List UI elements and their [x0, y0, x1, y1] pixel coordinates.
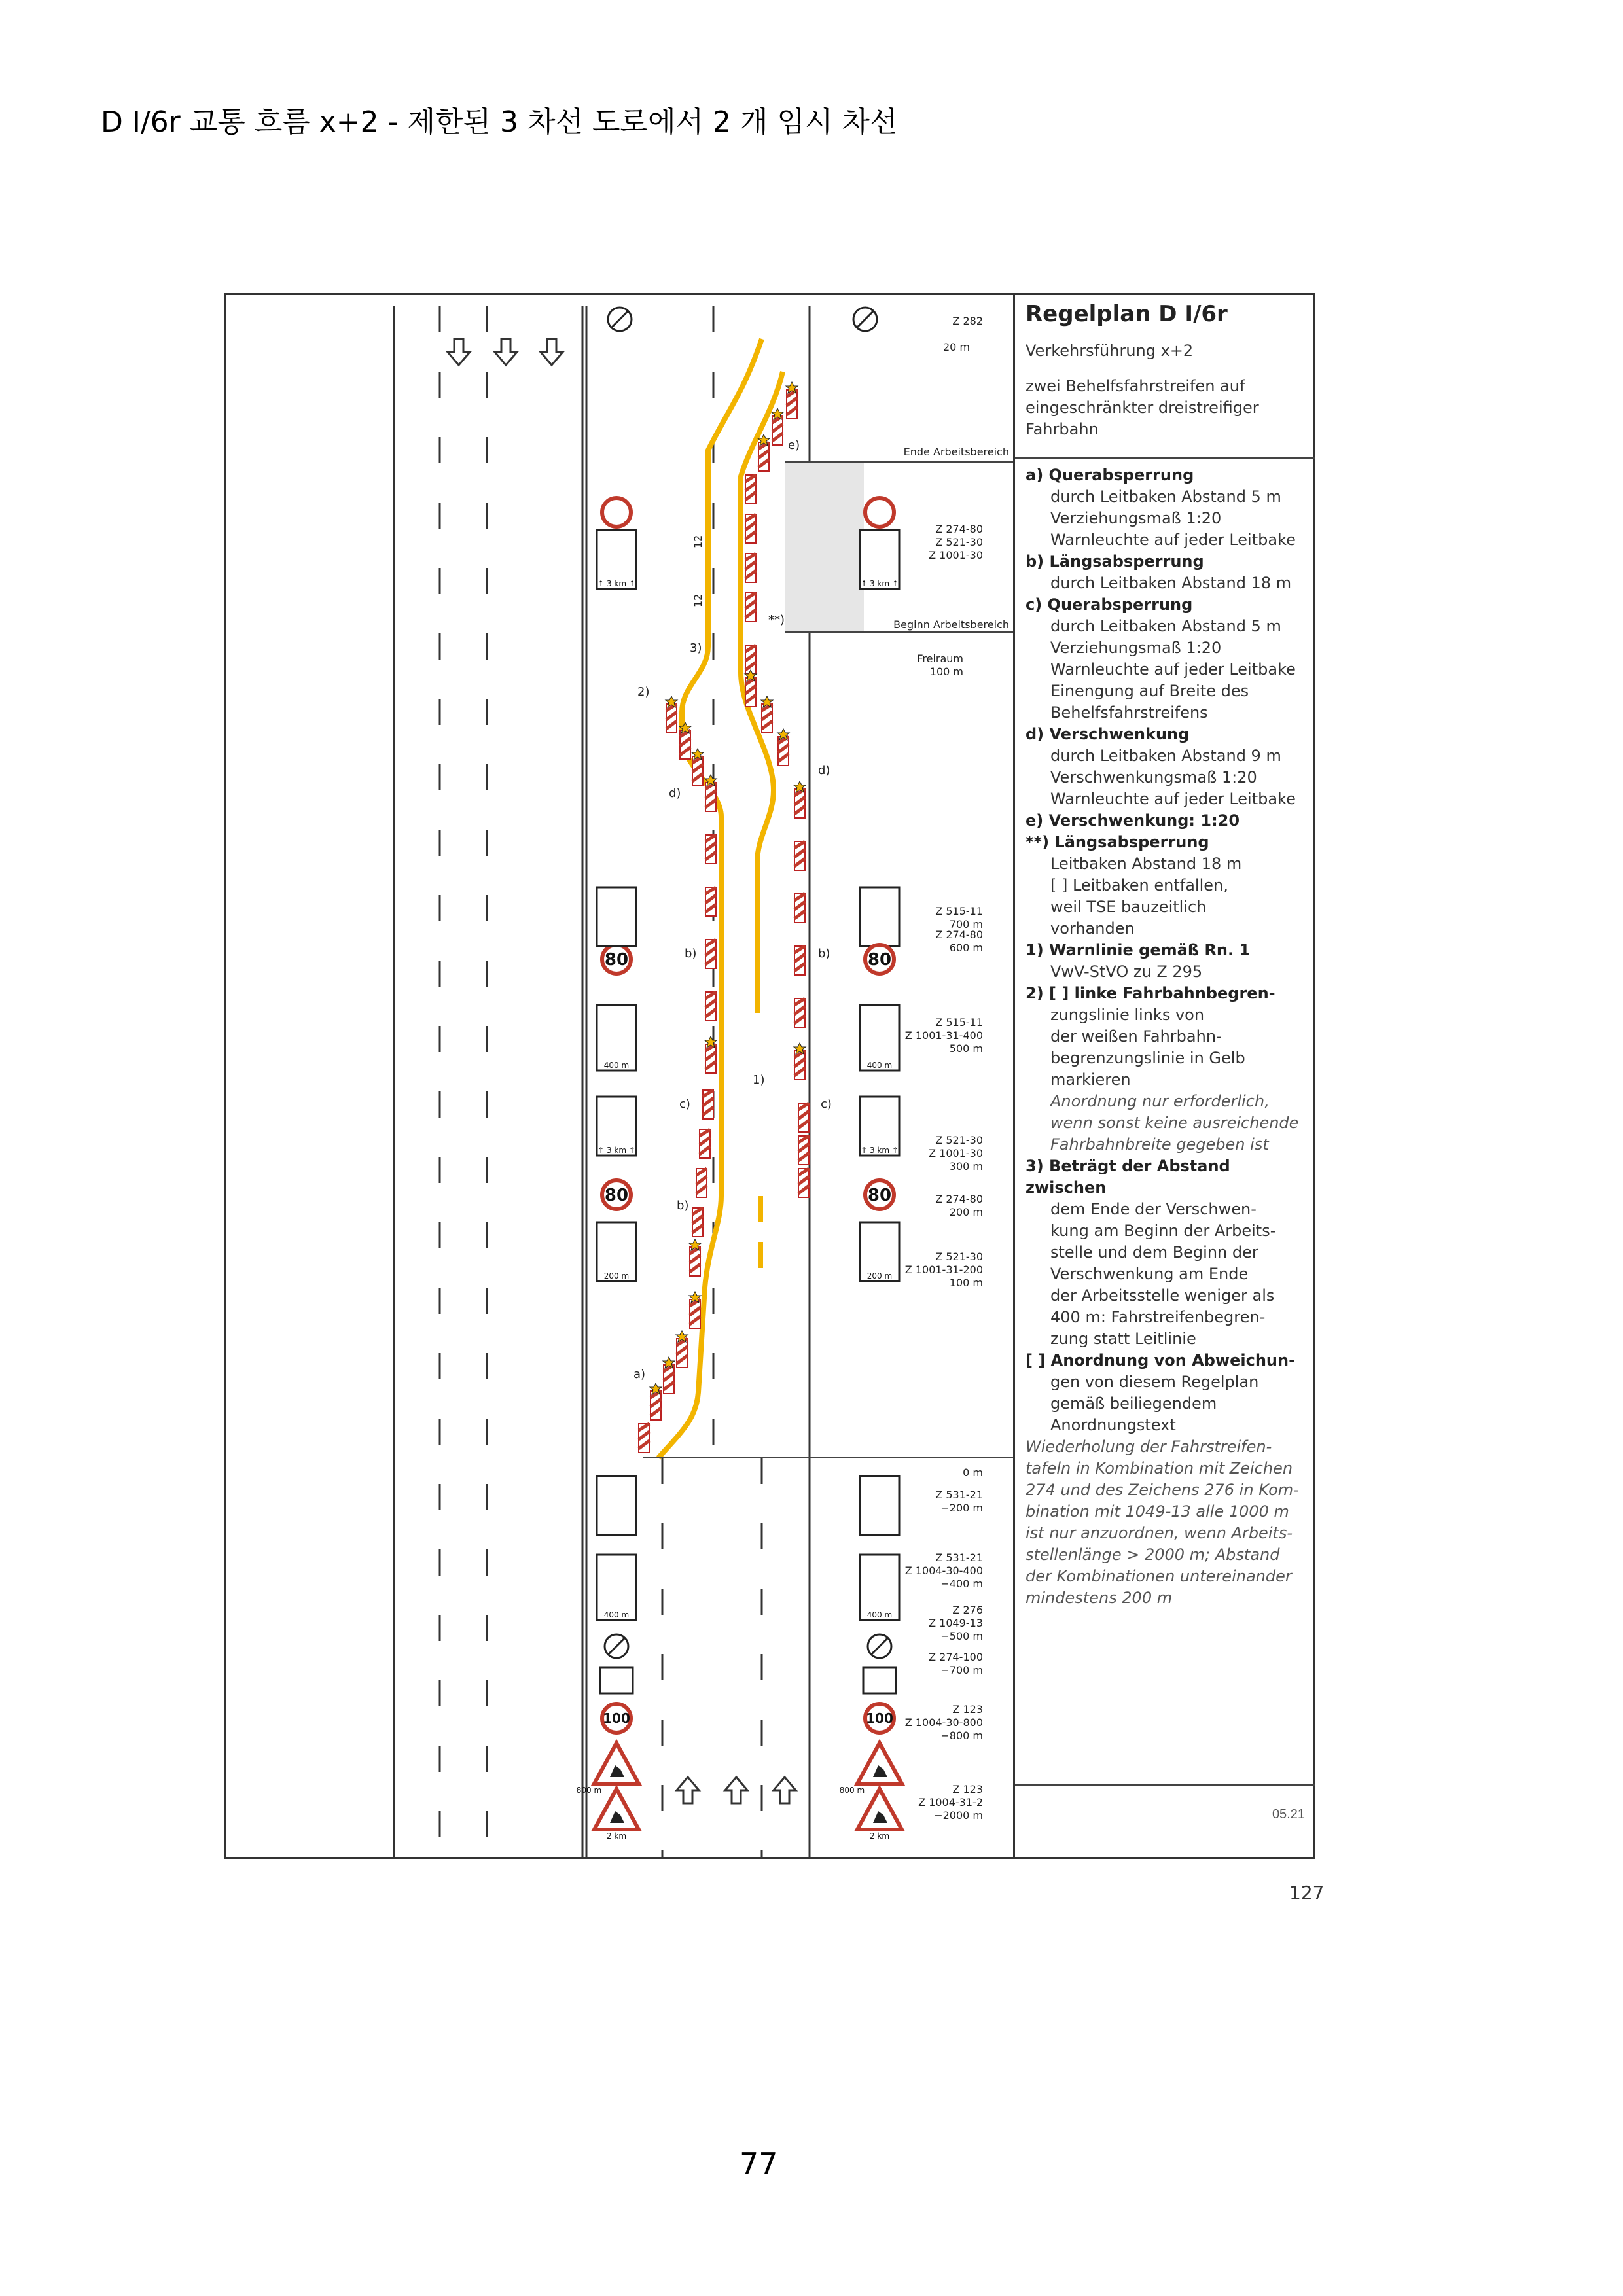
end-restriction-sign-right [853, 308, 877, 331]
distance-label: Z 274-80 [935, 523, 983, 535]
legend-item [1026, 594, 1313, 724]
legend-item [1026, 724, 1313, 810]
legend-item-body: durch Leitbaken Abstand 5 m Verziehungsmaß 1:20 Warnleuchte auf jeder Leitbake [1050, 487, 1296, 549]
legend-item-body: durch Leitbaken Abstand 5 m Verziehungsmaß 1:20 Warnleuchte auf jeder Leitbake Einengung auf Breite des Behelfsfahrstreifens [1050, 617, 1296, 722]
legend-subtitle: Verkehrsführung x+2 [1026, 342, 1194, 360]
label-d-left: d) [669, 786, 681, 800]
distance-label: −2000 m [934, 1809, 983, 1822]
legend-item-body: durch Leitbaken Abstand 9 m Verschwenkungsmaß 1:20 Warnleuchte auf jeder Leitbake [1050, 747, 1296, 808]
legend-item-head: 1) Warnlinie gemäß Rn. 1 [1026, 941, 1251, 959]
label-b-left: b) [685, 947, 697, 961]
distance-label: Z 521-30 [935, 536, 983, 548]
distance-label: Z 123 [952, 1783, 983, 1795]
plate-400m-left: 400 m [603, 1061, 630, 1070]
legend-item [1026, 810, 1313, 832]
original-page-number: 127 [1289, 1882, 1325, 1903]
legend-item-head: **) Längsabsperrung [1026, 833, 1209, 851]
legend-item-note: Anordnung nur erforderlich, wenn sonst keine ausreichende Fahrbahnbreite gegeben ist [1050, 1092, 1299, 1154]
distance-label: Z 1001-30 [929, 549, 983, 561]
legend-item-body: zungslinie links von der weißen Fahrbahn- begrenzungslinie in Gelb markieren [1050, 1006, 1245, 1089]
distance-label: Z 276 [952, 1604, 983, 1616]
plate-800m-right: 800 m [839, 1786, 865, 1795]
legend-item-head: e) Verschwenkung: 1:20 [1026, 811, 1240, 830]
distance-label: 100 m [949, 1277, 983, 1289]
distance-label: −700 m [940, 1664, 983, 1676]
distance-label: Z 274-100 [929, 1651, 983, 1663]
plate-3km-left-1: ↑ 3 km ↑ [597, 579, 635, 588]
legend-item-head: [ ] Anordnung von Abweichun- [1026, 1351, 1296, 1369]
distance-label: 700 m [949, 918, 983, 930]
page-number: 77 [740, 2146, 778, 2181]
right-distance-labels [905, 523, 983, 1822]
legend-footnote: Wiederholung der Fahrstreifen- tafeln in Kombination mit Zeichen 274 und des Zeichens 276 in Kom- bination mit 1049-13 alle 1000 m ist nur anzuordnen, wenn Arbeits- stellenlänge > 2000 m; Abstand der Kombinationen untereinander mindestens 200 m [1026, 1438, 1299, 1607]
distance-label: 500 m [949, 1042, 983, 1055]
legend-item-head: 2) [ ] linke Fahrbahnbegren- [1026, 984, 1275, 1002]
distance-label: Z 1004-31-2 [918, 1796, 983, 1809]
label-c-left: c) [679, 1097, 690, 1111]
legend-item-body: dem Ende der Verschwen- kung am Beginn der Arbeits- stelle und dem Beginn der Verschwenkung am Ende der Arbeitsstelle weniger als 400 m: Fahrstreifenbegren- zung statt Leitlinie [1050, 1200, 1276, 1348]
distance-label: Z 1004-30-400 [904, 1564, 983, 1577]
speed-80-right-2: 80 [867, 1186, 892, 1205]
distance-label: Z 1001-30 [929, 1147, 983, 1159]
plate-2km-right: 2 km [869, 1831, 890, 1841]
legend-item [1026, 983, 1313, 1156]
distance-label: −800 m [940, 1729, 983, 1742]
distance-label: −200 m [940, 1502, 983, 1514]
legend-item-body: VwV-StVO zu Z 295 [1050, 963, 1203, 981]
up-arrow-icons [677, 1777, 796, 1803]
distance-label: Z 515-11 [935, 905, 983, 917]
plate-3km-left-2: ↑ 3 km ↑ [597, 1146, 635, 1155]
plate-3km-right-2: ↑ 3 km ↑ [861, 1146, 899, 1155]
legend-item-body: durch Leitbaken Abstand 18 m [1050, 574, 1292, 592]
label-1: 1) [753, 1073, 765, 1087]
distance-label: Z 531-21 [935, 1489, 983, 1501]
distance-label: Z 123 [952, 1703, 983, 1716]
legend-date: 05.21 [1272, 1807, 1305, 1822]
distance-label: 300 m [949, 1160, 983, 1173]
legend-items [1026, 465, 1313, 1609]
plate-400m-right-2: 400 m [866, 1610, 893, 1619]
dim-12-lower: 12 [692, 593, 704, 607]
plate-200m-right: 200 m [866, 1271, 893, 1280]
distance-label: 0 m [963, 1466, 983, 1479]
distance-label: 200 m [949, 1206, 983, 1218]
distance-label: Z 1001-31-400 [904, 1029, 983, 1042]
speed-80-left-2: 80 [604, 1186, 629, 1205]
plate-800m-left: 800 m [576, 1786, 602, 1795]
distance-label: Z 274-80 [935, 1193, 983, 1205]
dim-12-upper: 12 [692, 535, 704, 548]
plate-2km-left: 2 km [606, 1831, 627, 1841]
label-a: a) [633, 1368, 646, 1381]
end-restriction-sign-left [608, 308, 632, 331]
left-sign-column [594, 498, 639, 1829]
work-area [785, 462, 864, 632]
distance-label: Z 274-80 [935, 928, 983, 941]
label-e: e) [788, 438, 800, 452]
legend-item-head: 3) Beträgt der Abstand zwischen [1026, 1157, 1230, 1197]
legend-panel [1013, 293, 1315, 1859]
speed-80-right-1: 80 [867, 950, 892, 970]
distance-label: −400 m [940, 1578, 983, 1590]
yellow-temporary-lanes [658, 339, 783, 1458]
distance-label: Z 1004-30-800 [904, 1716, 983, 1729]
plate-3km-right-1: ↑ 3 km ↑ [861, 579, 899, 588]
legend-item [1026, 1350, 1313, 1436]
legend-description: zwei Behelfsfahrstreifen auf eingeschränkter dreistreifiger Fahrbahn [1026, 377, 1259, 438]
label-b-left-2: b) [677, 1199, 689, 1212]
legend-item [1026, 940, 1313, 983]
legend-item-head: a) Querabsperrung [1026, 466, 1194, 484]
label-d-right: d) [818, 764, 830, 777]
label-b-right: b) [818, 947, 830, 961]
speed-80-left-1: 80 [604, 950, 629, 970]
top-sign-dist: 20 m [942, 341, 970, 353]
label-c-right: c) [821, 1097, 832, 1111]
legend-item [1026, 551, 1313, 594]
begin-work-area-label: Beginn Arbeitsbereich [893, 618, 1009, 631]
top-sign-code: Z 282 [952, 315, 983, 327]
down-arrow-icons [448, 339, 563, 365]
plate-400m-left-2: 400 m [603, 1610, 630, 1619]
distance-label: 600 m [949, 942, 983, 954]
legend-item [1026, 1156, 1313, 1350]
distance-label: Z 531-21 [935, 1551, 983, 1564]
plate-200m-left: 200 m [603, 1271, 630, 1280]
label-2: 2) [637, 685, 650, 699]
plate-400m-right: 400 m [866, 1061, 893, 1070]
legend-item-head: c) Querabsperrung [1026, 595, 1193, 614]
distance-label: Z 515-11 [935, 1016, 983, 1029]
legend-item [1026, 832, 1313, 940]
distance-label: Z 521-30 [935, 1250, 983, 1263]
distance-label: Z 1001-31-200 [904, 1263, 983, 1276]
distance-label: Z 1049-13 [929, 1617, 983, 1629]
label-ss: **) [768, 613, 785, 627]
clearance-label: Freiraum [917, 652, 963, 665]
lane-dashes-left [440, 306, 487, 1859]
distance-label: Z 521-30 [935, 1134, 983, 1146]
document-title: D I/6r 교통 흐름 x+2 - 제한된 3 차선 도로에서 2 개 임시 차선 [101, 105, 898, 139]
speed-100-right: 100 [866, 1710, 893, 1726]
legend-item-body: gen von diesem Regelplan gemäß beiliegendem Anordnungstext [1050, 1373, 1259, 1434]
end-work-area-label: Ende Arbeitsbereich [903, 446, 1009, 458]
legend-item-head: b) Längsabsperrung [1026, 552, 1204, 571]
right-sign-column [857, 498, 902, 1829]
clearance-dist: 100 m [929, 665, 963, 678]
legend-heading: Regelplan D I/6r [1026, 301, 1228, 327]
speed-100-left: 100 [603, 1710, 630, 1726]
legend-item [1026, 465, 1313, 551]
traffic-plan-diagram [224, 293, 1014, 1859]
label-3: 3) [690, 641, 702, 655]
distance-label: −500 m [940, 1630, 983, 1642]
legend-item-head: d) Verschwenkung [1026, 725, 1190, 743]
legend-item-body: Leitbaken Abstand 18 m [ ] Leitbaken entfallen, weil TSE bauzeitlich vorhanden [1050, 855, 1242, 938]
